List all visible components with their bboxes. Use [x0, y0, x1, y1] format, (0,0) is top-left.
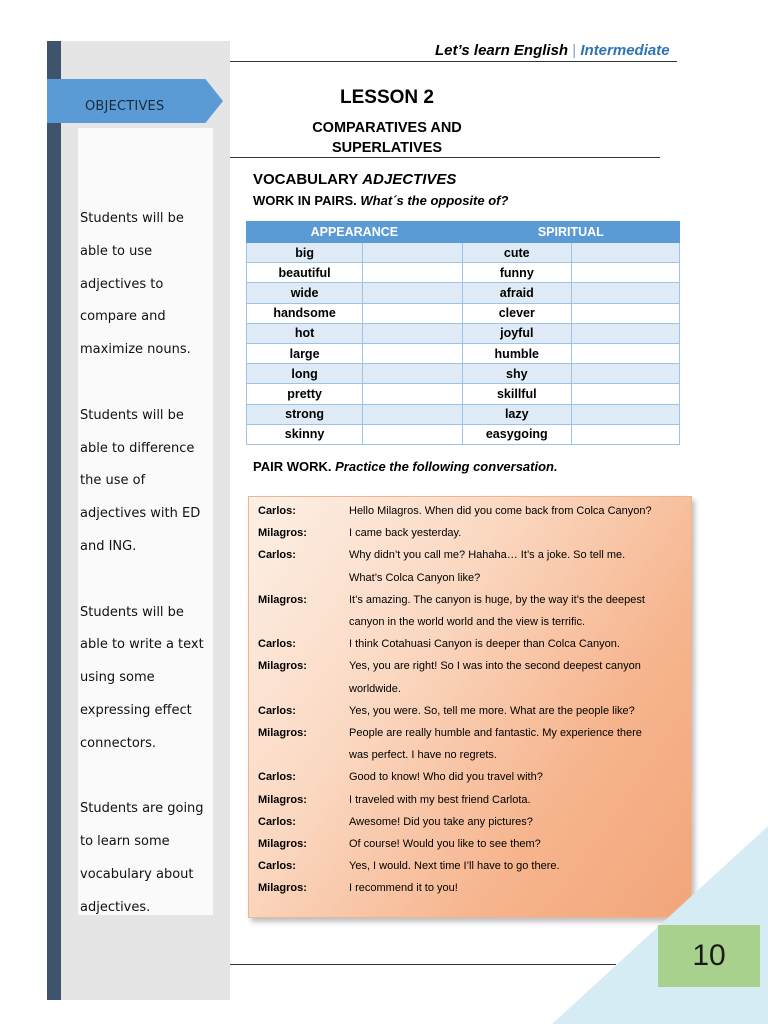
dialog-line [258, 722, 688, 744]
vocabulary-heading [253, 171, 456, 188]
vocabulary-instruction-italic: What´s the opposite of? [360, 193, 509, 208]
dialog-text: worldwide. [349, 682, 401, 695]
dialog-text: Good to know! Who did you travel with? [349, 771, 543, 784]
spiritual-answer-cell[interactable] [571, 263, 679, 283]
spiritual-word: cute [462, 243, 571, 263]
appearance-answer-cell[interactable] [363, 303, 463, 323]
conversation-lines [258, 500, 688, 900]
dialog-text: Awesome! Did you take any pictures? [349, 815, 533, 828]
lesson-divider [230, 157, 660, 158]
appearance-word: handsome [247, 303, 363, 323]
column-header-appearance: APPEARANCE [247, 222, 463, 243]
table-row [247, 283, 680, 303]
spiritual-answer-cell[interactable] [571, 323, 679, 343]
vocabulary-instruction-text: WORK IN PAIRS. [253, 193, 357, 208]
dialog-text: I think Cotahuasi Canyon is deeper than Colca Canyon. [349, 638, 620, 651]
table-header-row [247, 222, 680, 243]
dialog-text: People are really humble and fantastic. My experience there [349, 727, 642, 740]
table-row [247, 343, 680, 363]
spiritual-word: funny [462, 263, 571, 283]
appearance-answer-cell[interactable] [363, 384, 463, 404]
dialog-line [258, 655, 688, 677]
dialog-text: was perfect. I have no regrets. [349, 749, 497, 762]
dialog-line [258, 611, 688, 633]
vocabulary-heading-italic: ADJECTIVES [362, 171, 457, 188]
dialog-line [258, 500, 688, 522]
vocabulary-instruction [253, 193, 508, 208]
dialog-speaker: Milagros: [258, 882, 307, 895]
footer-divider [230, 964, 616, 965]
dialog-line [258, 522, 688, 544]
pairwork-heading-text: PAIR WORK. [253, 459, 332, 474]
header-course-title: Let’s learn English [435, 42, 569, 59]
dialog-text: Hello Milagros. When did you come back from Colca Canyon? [349, 505, 652, 517]
dialog-line [258, 833, 688, 855]
dialog-speaker: Carlos: [258, 771, 296, 784]
spiritual-word: afraid [462, 283, 571, 303]
appearance-word: pretty [247, 384, 363, 404]
dialog-line [258, 633, 688, 655]
dialog-text: I traveled with my best friend Carlota. [349, 793, 531, 806]
opposites-table [246, 221, 680, 445]
dialog-line [258, 678, 688, 700]
objective-item: Students will be able to write a text using some expressing effect connectors. [80, 604, 204, 751]
spiritual-word: shy [462, 364, 571, 384]
appearance-answer-cell[interactable] [363, 263, 463, 283]
dialog-line [258, 855, 688, 877]
table-row [247, 323, 680, 343]
dialog-text: Why didn’t you call me? Hahaha… It’s a joke. So tell me. [349, 549, 626, 562]
objective-item: Students will be able to use adjectives to compare and maximize nouns. [80, 211, 191, 358]
dialog-line [258, 789, 688, 811]
appearance-answer-cell[interactable] [363, 343, 463, 363]
dialog-speaker [258, 567, 349, 589]
dialog-speaker: Milagros: [258, 838, 307, 851]
table-row [247, 263, 680, 283]
appearance-answer-cell[interactable] [363, 364, 463, 384]
objectives-label: OBJECTIVES [85, 99, 165, 114]
spiritual-answer-cell[interactable] [571, 243, 679, 263]
appearance-word: hot [247, 323, 363, 343]
table-row [247, 364, 680, 384]
table-row [247, 424, 680, 444]
dialog-text: I came back yesterday. [349, 527, 462, 540]
lesson-subtitle-line: COMPARATIVES AND [312, 120, 462, 136]
appearance-answer-cell[interactable] [363, 424, 463, 444]
spiritual-word: easygoing [462, 424, 571, 444]
spiritual-answer-cell[interactable] [571, 303, 679, 323]
dialog-text: canyon in the world world and the view is terrific. [349, 616, 585, 629]
header-separator: | [572, 42, 577, 59]
dialog-speaker: Carlos: [258, 815, 296, 828]
dialog-text: Yes, you were. So, tell me more. What are the people like? [349, 704, 635, 717]
dialog-speaker: Milagros: [258, 527, 307, 540]
dialog-line [258, 567, 688, 589]
spiritual-answer-cell[interactable] [571, 343, 679, 363]
spiritual-answer-cell[interactable] [571, 283, 679, 303]
dialog-line [258, 700, 688, 722]
spiritual-answer-cell[interactable] [571, 424, 679, 444]
pairwork-heading [253, 459, 558, 474]
appearance-word: wide [247, 283, 363, 303]
dialog-line [258, 589, 688, 611]
dialog-line [258, 877, 688, 899]
header-divider [230, 61, 677, 62]
spiritual-word: skillful [462, 384, 571, 404]
spiritual-word: joyful [462, 323, 571, 343]
column-header-spiritual: SPIRITUAL [462, 222, 679, 243]
lesson-subtitle [230, 118, 544, 158]
table-row [247, 303, 680, 323]
dialog-speaker: Carlos: [258, 638, 296, 651]
objective-item: Students are going to learn some vocabulary about adjectives. [80, 801, 204, 915]
appearance-answer-cell[interactable] [363, 283, 463, 303]
dialog-text: Yes, you are right! So I was into the second deepest canyon [349, 660, 641, 673]
dialog-line [258, 744, 688, 766]
spiritual-word: humble [462, 343, 571, 363]
appearance-word: long [247, 364, 363, 384]
table-row [247, 384, 680, 404]
spiritual-answer-cell[interactable] [571, 364, 679, 384]
spiritual-answer-cell[interactable] [571, 404, 679, 424]
dialog-text: It’s amazing. The canyon is huge, by the way it’s the deepest [349, 593, 645, 606]
dialog-speaker: Carlos: [258, 860, 296, 873]
dialog-line [258, 766, 688, 788]
appearance-word: strong [247, 404, 363, 424]
dialog-speaker [258, 678, 349, 700]
appearance-word: big [247, 243, 363, 263]
dialog-speaker: Milagros: [258, 593, 307, 606]
appearance-answer-cell[interactable] [363, 404, 463, 424]
table-row [247, 404, 680, 424]
dialog-line [258, 544, 688, 566]
appearance-word: beautiful [247, 263, 363, 283]
dialog-speaker: Milagros: [258, 793, 307, 806]
vocabulary-heading-text: VOCABULARY [253, 171, 359, 188]
lesson-title: LESSON 2 [340, 87, 434, 108]
lesson-subtitle-line: SUPERLATIVES [331, 140, 443, 156]
dialog-speaker [258, 611, 349, 633]
objectives-list [80, 203, 215, 957]
appearance-answer-cell[interactable] [363, 323, 463, 343]
objective-item: Students will be able to difference the use of adjectives with ED and ING. [80, 407, 201, 554]
appearance-answer-cell[interactable] [363, 243, 463, 263]
dialog-speaker: Milagros: [258, 727, 307, 740]
dialog-text: Yes, I would. Next time I’ll have to go there. [349, 860, 560, 873]
running-header [435, 42, 670, 59]
spiritual-word: lazy [462, 404, 571, 424]
pairwork-heading-italic: Practice the following conversation. [335, 459, 558, 474]
sidebar-accent-bar [47, 41, 61, 1000]
dialog-speaker: Carlos: [258, 704, 296, 717]
dialog-text: Of course! Would you like to see them? [349, 838, 541, 851]
dialog-speaker: Carlos: [258, 505, 296, 517]
appearance-word: skinny [247, 424, 363, 444]
dialog-text: What’s Colca Canyon like? [349, 571, 481, 584]
page-number: 10 [658, 925, 760, 987]
dialog-speaker: Milagros: [258, 660, 307, 673]
header-level: Intermediate [580, 42, 670, 59]
dialog-text: I recommend it to you! [349, 882, 458, 895]
spiritual-word: clever [462, 303, 571, 323]
appearance-word: large [247, 343, 363, 363]
spiritual-answer-cell[interactable] [571, 384, 679, 404]
table-row [247, 243, 680, 263]
dialog-speaker: Carlos: [258, 549, 296, 562]
dialog-speaker [258, 744, 349, 766]
dialog-line [258, 811, 688, 833]
